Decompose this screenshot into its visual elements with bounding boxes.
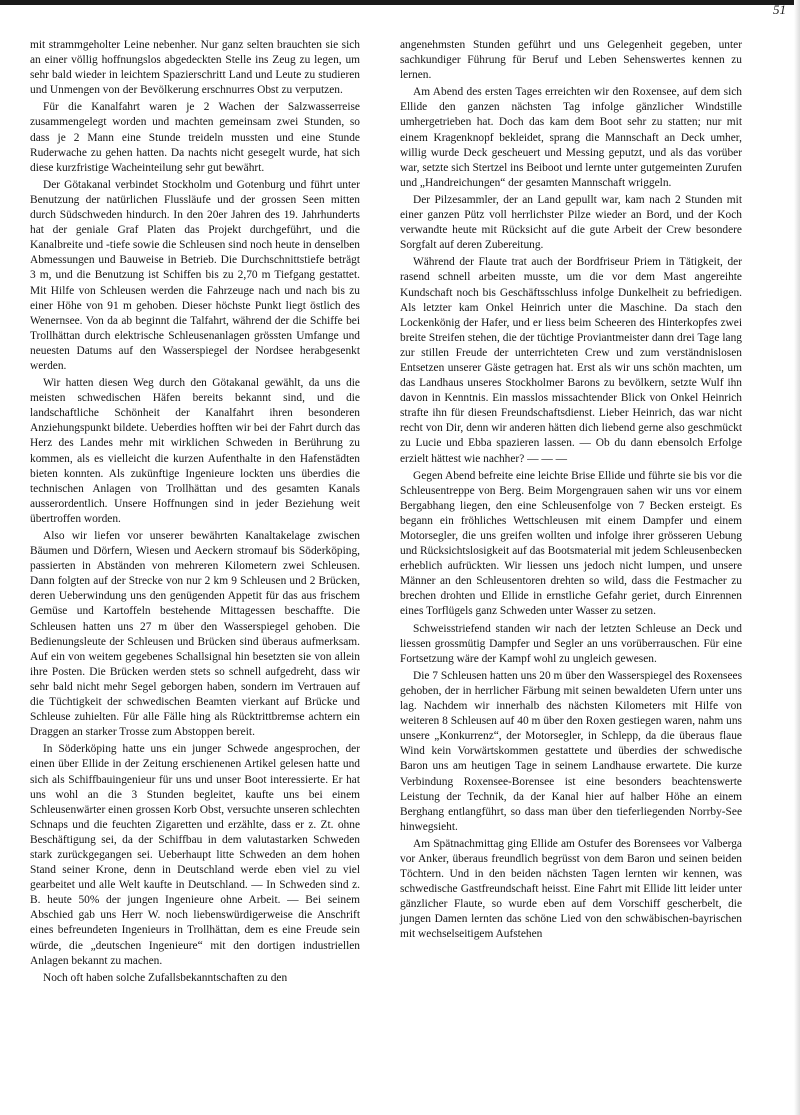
- paragraph: Schweisstriefend standen wir nach der letzten Schleuse an Deck und liessen grossmütig Dampfer und Segler an uns vorüberrauschen. Für eine Fortsetzung wäre der Kampf wohl zu ungleich gewesen.: [400, 622, 742, 665]
- paragraph: Der Pilzesammler, der an Land gepullt war, kam nach 2 Stunden mit einer ganzen Pütz voll herrlichster Pilze wieder an Bord, und der Koch verwandte heute mit Rücksicht auf die gute Arbeit der Crew besondere Sorgfalt auf deren Zubereitung.: [400, 193, 742, 252]
- page-number: 51: [773, 2, 786, 17]
- paragraph: Während der Flaute trat auch der Bordfriseur Priem in Tätigkeit, der rasend schnell arbeiten musste, um die vor dem Mast angereihte Kundschaft noch bis Geschäftsschluss infolge Dunkelheit zu befriedigen. Als letzter kam Onkel Heinrich unter die Maschine. Da stach den Lockenkönig der Hafer, und er liess beim Scheeren des Hinterkopfes zwei breite Streifen stehen, die der tüchtige Proviantmeister dann drei Tage lang zur stillen Freude der unterrichteten Crew und zum verständnislosen Entsetzen unserer Gäste getragen hat. Erst als wir uns schön machten, um das Landhaus unseres Stockholmer Barons zu bevölkern, setzte Wulf ihn davon in Kenntnis. Ein masslos missachtender Blick von Onkel Heinrich strafte ihn für diesen Freundschaftsdienst. Lieber Heinrich, das war nicht recht von Dir, denn wir anderen hätten dich liebend gerne also geschmückt zu Lucie und Ebba spazieren lassen. — Ob du dann ebensolch Erfolge erzielt hättest wie nachher? — — —: [400, 256, 742, 465]
- scan-border-top: [0, 0, 800, 5]
- paragraph: Der Götakanal verbindet Stockholm und Gotenburg und führt unter Benutzung der natürlichen Flussläufe und der grossen Seen mitten durch Südschweden hindurch. In den 20er Jahren des 19. Jahrhunderts hat der geniale Graf Platen das Projekt durchgeführt, und die Kanalbreite und -tiefe sowie die Schleusen sind noch heute in denselben Abmessungen und Bauweise in Betrieb. Die Durchschnittstiefe beträgt 3 m, und die Benutzung ist Schiffen bis zu 2,70 m Tiefgang gestattet. Mit Hilfe von Schleusen werden die Fahrzeuge nach und nach bis zu einer Höhe von 91 m gehoben. Dieser höchste Punkt liegt östlich des Wenernsee. Von da ab beginnt die Talfahrt, während der die Schiffe bei Trollhättan durch elektrische Schleusenanlagen grössten Umfange und neuesten Datums auf den Wasserspiegel der Nordsee herabgesenkt werden.: [30, 178, 360, 372]
- paragraph: Also wir liefen vor unserer bewährten Kanaltakelage zwischen Bäumen und Dörfern, Wiesen und Aeckern stromauf bis Söderköping, passierten in Abständen von mehreren Kilometern zwei Schleusen. Dann folgten auf der Strecke von nur 2 km 9 Schleusen und 2 Brücken, deren Ueberwindung uns den genügenden Appetit für das aus frischem Gemüse und Kartoffeln bestehende Mittagessen beschaffte. Die Schleusen hatten uns 27 m über den Wasserspiegel gehoben. Die Bedienungsleute der Schleusen und Brücken sind überaus aufmerksam. Auf ein von weitem gegebenes Schallsignal hin besetzten sie von allein ihre Posten. Die Brücken werden stets so schnell aufgedreht, dass wir sehr bald nicht mehr Segel geborgen haben, sondern im Vertrauen auf die Tüchtigkeit der schwedischen Beamten vierkant auf Brücke und Schleuse zuhielten. Für alle Fälle hing als Rücktrittbremse achtern ein Draggen an starker Trosse zum Abstoppen bereit.: [30, 530, 360, 739]
- paragraph: Gegen Abend befreite eine leichte Brise Ellide und führte sie bis vor die Schleusentreppe von Berg. Beim Morgengrauen sahen wir uns vor einem Bergabhang liegen, den eine Schleusenfolge von 7 Becken ersteigt. Es begann ein fröhliches Wettschleusen mit einem Dampfer und einem Motorsegler, die uns greifen wollten und infolge ihrer grösseren Uebung und Rücksichtslosigkeit auf das Bootsmaterial mit jedem Schleusenbecken erheblich aufrückten. Wir liessen uns jedoch nicht lumpen, und unsere Männer an den Schleusentoren drehten so wild, dass die Festmacher zu brechen drohten und Ellide in ernstliche Gefahr geriet, durch Einrennen eines Torflügels ganz Schweden unter Wasser zu setzen.: [400, 469, 742, 618]
- paragraph: In Söderköping hatte uns ein junger Schwede angesprochen, der einen über Ellide in der Zeitung erschienenen Artikel gelesen hatte und sich als Schiffbauingenieur für uns und unser Boot interessierte. Er hat uns wohl an die 3 Stunden begleitet, kaufte uns bei einem Schleusenwärter einen grossen Korb Obst, versuchte unseren schlechten Schnaps und die feuchten Zigaretten und erzählte, dass er z. Zt. ohne Beschäftigung sei, da der Schiffbau in dem valutastarken Schweden stark zurückgegangen sei. Ueberhaupt litte Schweden an dem hohen Stand seiner Krone, denn in Deutschland werde eben viel zu viel gearbeitet und alle Welt kaufte in Deutschland. — In Schweden sind z. B. heute 50% der jungen Ingenieure ohne Arbeit. — Bei seinem Abschied gab uns Herr W. noch liebenswürdigerweise die Anschrift eines befreundeten Ingenieurs in Trollhättan, dem es eine Freude sein würde, die „deutschen Ingenieure“ mit den dortigen industriellen Anlagen bekannt zu machen.: [30, 743, 360, 967]
- paragraph: Wir hatten diesen Weg durch den Götakanal gewählt, da uns die meisten schwedischen Häfen bereits bekannt sind, und die landschaftliche Schönheit der Kanalfahrt ihren besonderen Anziehungspunkt bildete. Ueberdies hofften wir bei der Fahrt durch das Herz des Landes mehr mit wirklichen Schweden in Berührung zu kommen, als es vielleicht die kurzen Aufenthalte in den Hafenstädten bieten konnten. Als zukünftige Ingenieure lockten uns überdies die technischen Anlagen von Trollhättan und des gesamten Kanals ausserordentlich. Unsere Hoffnungen sind in jeder Beziehung weit übertroffen worden.: [30, 377, 360, 525]
- paragraph: mit strammgeholter Leine nebenher. Nur ganz selten brauchten sie sich an einer völlig hoffnungslos abgedeckten Stelle ins Zeug zu legen, um sehr bald wieder in leichtem Spazierschritt Land und Leute zu studieren und Unmengen von der Bevölkerung erschnurres Obst zu verputzen.: [30, 39, 360, 97]
- right-column: [400, 38, 742, 943]
- paragraph: Die 7 Schleusen hatten uns 20 m über den Wasserspiegel des Roxensees gehoben, der in herrlicher Färbung mit seinen bewaldeten Ufern unter uns lag. Nachdem wir innerhalb des nächsten Kilometers mit Hilfe von weiteren 8 Schleusen auf 40 m über den Roxen gestiegen waren, nahm uns unsere „Konkurrenz“, der Motorsegler, in Schlepp, da die überaus flaue Wind kein Vorwärtskommen gestattete und überdies der schwedische Baron uns am heutigen Tage in seinem Landhause erwartete. Die kurze Verbindung Roxensee-Borensee ist eine besonders beachtenswerte Leistung der Technik, da der Kanal hier auf halber Höhe an einem Berghang entlangführt, so dass man über den tieferliegenden Norrby-See hinwegsieht.: [400, 669, 742, 833]
- paragraph: Am Abend des ersten Tages erreichten wir den Roxensee, auf dem sich Ellide den ganzen nächsten Tag infolge gänzlicher Windstille umhergetrieben hat. Doch das kam dem Boot sehr zu statten; nur mit einem Kragenknopf bekleidet, sprang die Mannschaft an Deck umher, willig wurde Deck gescheuert und Messing geputzt, und als das vorüber war, setzte sich Stertzel ins Beiboot und lernte unter gutgemeinten Zurufen und „Handreichungen“ der gesamten Mannschaft wriggeln.: [400, 86, 742, 189]
- scan-border-right: [794, 0, 800, 1115]
- paragraph: Am Spätnachmittag ging Ellide am Ostufer des Borensees vor Valberga vor Anker, überaus freundlich begrüsst von dem Baron und seinen beiden Töchtern. Und in den beiden nächsten Tagen lernten wir kennen, was schwedische Gastfreundschaft heisst. Eine Fahrt mit Ellide litt leider unter gänzlicher Flaute, so wurde eben auf dem Vorschiff gescherbelt, die jungen Damen lernten das schöne Lied von den schwäbischen-bayrischen mit wechselseitigem Aufstehen: [400, 837, 742, 941]
- paragraph: Noch oft haben solche Zufallsbekanntschaften zu den: [43, 971, 288, 984]
- left-column: [30, 38, 360, 986]
- paragraph: angenehmsten Stunden geführt und uns Gelegenheit gegeben, unter sachkundiger Führung für Beruf und Leben Sehenswertes kennen zu lernen.: [400, 39, 742, 82]
- paragraph: Für die Kanalfahrt waren je 2 Wachen der Salzwasserreise zusammengelegt worden und machten gemeinsam zwei Stunden, so dass je 2 Mann eine Stunde treideln mussten und eine Stunde Ruderwache zu gehen hatten. Da nachts nicht gesegelt wurde, hat sich diese kurzfristige Wacheinteilung sehr gut bewährt.: [30, 101, 360, 174]
